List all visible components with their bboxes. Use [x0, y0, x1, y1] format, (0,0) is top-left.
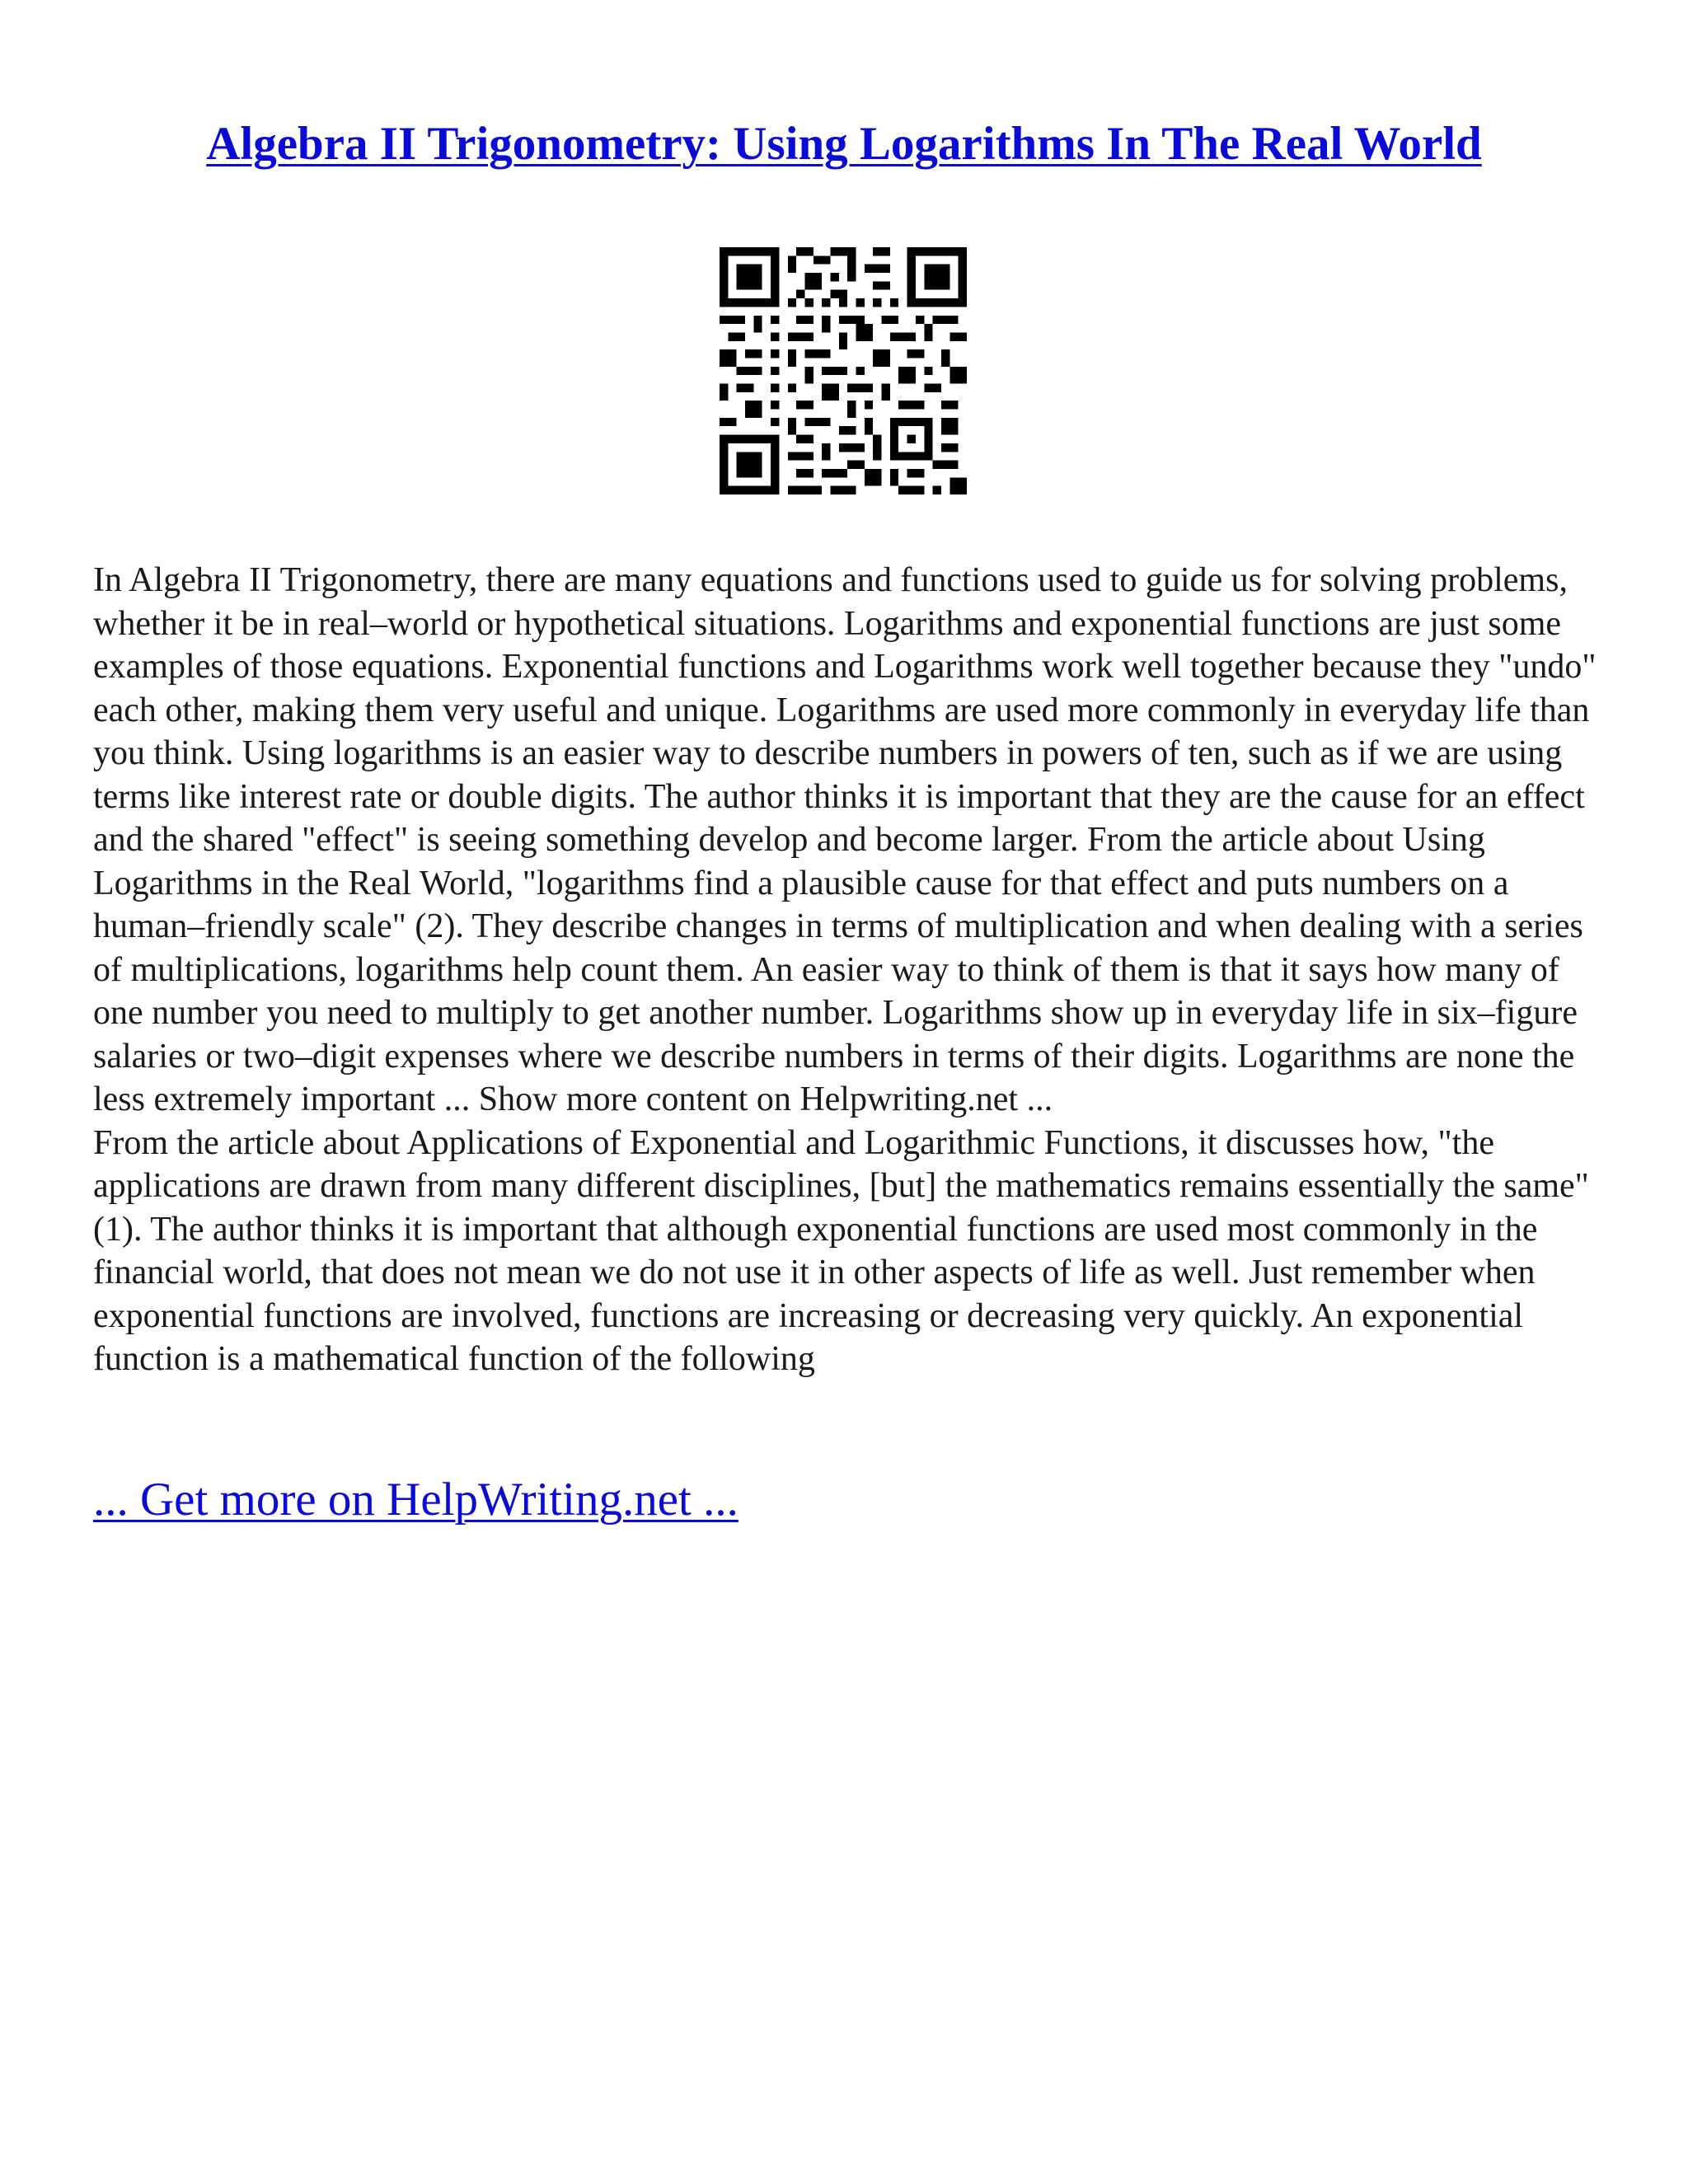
get-more-link[interactable]: ... Get more on HelpWriting.net ...	[93, 1474, 738, 1526]
body-paragraph-2: From the article about Applications of Exponential and Logarithmic Functions, it discusses how, "the applications are drawn from many different disciplines, [but] the mathematics remains essentially the same" (1). The author thinks it is important that although exponential functions are used most commonly in the financial world, that does not mean we do not use it in other aspects of life as well. Just remember when exponential functions are involved, functions are increasing or decreasing very quickly. An exponential function is a mathematical function of the following	[93, 1123, 1589, 1378]
qr-code-icon	[720, 247, 967, 494]
document-title-link[interactable]: Algebra II Trigonometry: Using Logarithms In The Real World	[206, 118, 1482, 170]
body-paragraph-1: In Algebra II Trigonometry, there are many equations and functions used to guide us for solving problems, whether it be in real–world or hypothetical situations. Logarithms and exponential functions are just some examples of those equations. Exponential functions and Logarithms work well together because they "undo" each other, making them very useful and unique. Logarithms are used more commonly in everyday life than you think. Using logarithms is an easier way to describe numbers in powers of ten, such as if we are using terms like interest rate or double digits. The author thinks it is important that they are the cause for an effect and the shared "effect" is seeing something develop and become larger. From the article about Using Logarithms in the Real World, "logarithms find a plausible cause for that effect and puts numbers on a human–friendly scale" (2). They describe changes in terms of multiplication and when dealing with a series of multiplications, logarithms help count them. An easier way to think of them is that it says how many of one number you need to multiply to get another number. Logarithms show up in everyday life in six–figure salaries or two–digit expenses where we describe numbers in terms of their digits. Logarithms are none the less extremely important ... Show more content on Helpwriting.net ...	[93, 561, 1597, 1118]
document-body	[93, 559, 1610, 1381]
